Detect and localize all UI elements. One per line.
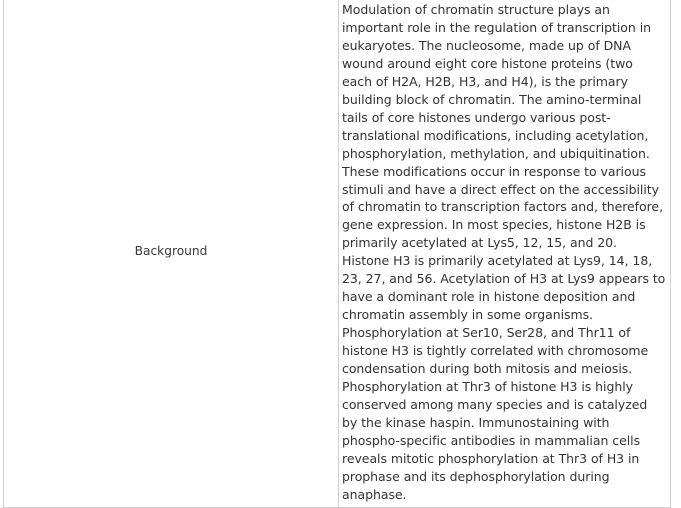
row-label: Background	[134, 243, 208, 258]
info-table	[3, 0, 671, 508]
row-label-cell	[4, 0, 339, 507]
row-value-text: Modulation of chromatin structure plays an important role in the regulation of transcription in eukaryotes. The nucleosome, made up of DNA wound around eight core histone proteins (two each of H2A, H2B, H3, and H4), is the primary building block of chromatin. The amino-terminal tails of core histones undergo various post-translational modifications, including acetylation, phosphorylation, methylation, and ubiquitination. These modifications occur in response to various stimuli and have a direct effect on the accessibility of chromatin to transcription factors and, therefore, gene expression. In most species, histone H2B is primarily acetylated at Lys5, 12, 15, and 20. Histone H3 is primarily acetylated at Lys9, 14, 18, 23, 27, and 56. Acetylation of H3 at Lys9 appears to have a dominant role in histone deposition and chromatin assembly in some organisms. Phosphorylation at Ser10, Ser28, and Thr11 of histone H3 is tightly correlated with chromosome condensation during both mitosis and meiosis. Phosphorylation at Thr3 of histone H3 is highly conserved among many species and is catalyzed by the kinase haspin. Immunostaining with phospho-specific antibodies in mammalian cells reveals mitotic phosphorylation at Thr3 of H3 in prophase and its dephosphorylation during anaphase.	[342, 2, 666, 502]
row-value-cell	[339, 0, 671, 507]
table-row	[4, 0, 671, 507]
